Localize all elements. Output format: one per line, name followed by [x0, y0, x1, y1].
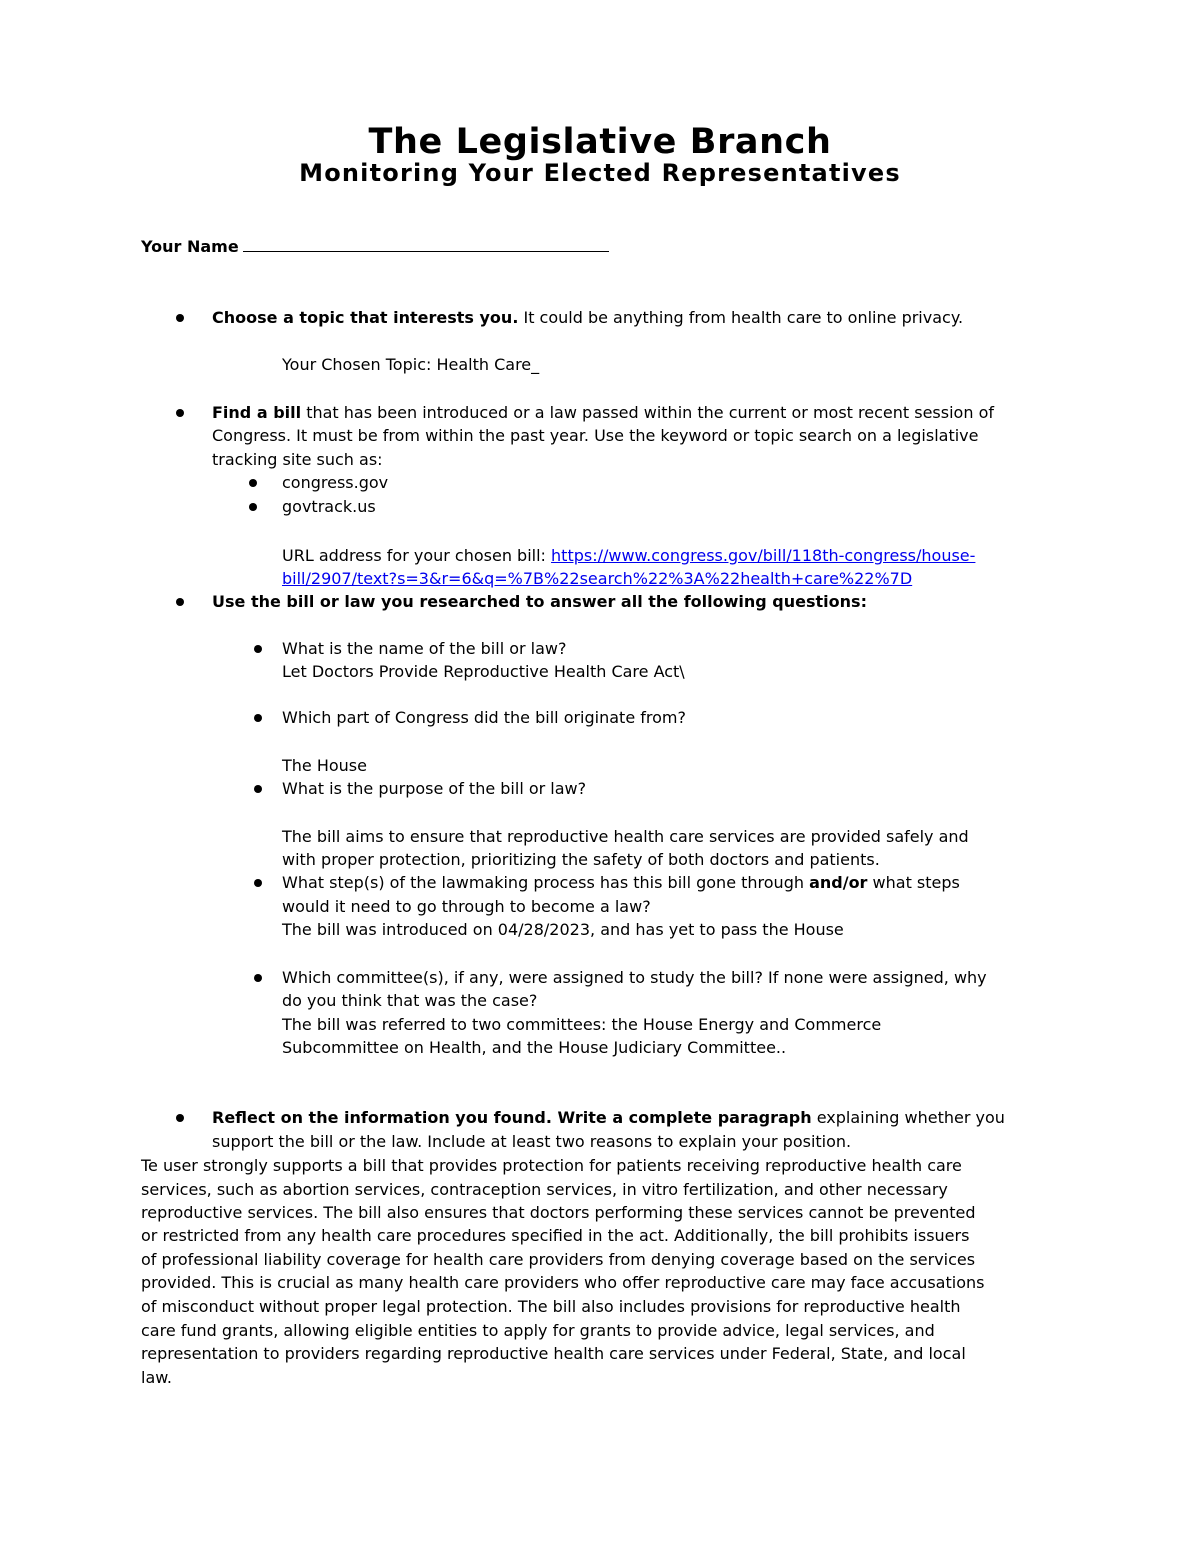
bill-url-link-continued[interactable]: bill/2907/text?s=3&r=6&q=%7B%22search%22%3A%22health+care%22%7D [282, 569, 913, 588]
question-2: Which part of Congress did the bill originate from? [282, 708, 686, 727]
step2-line2: Congress. It must be from within the past year. Use the keyword or topic search on a legislative [212, 426, 979, 445]
bullet-icon [254, 785, 262, 793]
bullet-icon [254, 879, 262, 887]
bullet-icon [249, 503, 257, 511]
answer-3-line1: The bill aims to ensure that reproductive health care services are provided safely and [282, 827, 969, 846]
step1-rest: It could be anything from health care to online privacy. [518, 308, 964, 327]
name-label: Your Name [141, 237, 239, 256]
paragraph-line: services, such as abortion services, contraception services, in vitro fertilization, and other necessary [141, 1180, 948, 1199]
bill-url-link[interactable]: https://www.congress.gov/bill/118th-congress/house- [551, 546, 976, 565]
paragraph-line: provided. This is crucial as many health care providers who offer reproductive care may face accusations [141, 1273, 985, 1292]
question-5-line2: do you think that was the case? [282, 991, 538, 1010]
step2-line1 [212, 401, 994, 425]
url-line1 [282, 544, 975, 568]
step2-line3: tracking site such as: [212, 450, 383, 469]
name-field[interactable] [141, 235, 609, 259]
question-4-line2: would it need to go through to become a law? [282, 897, 651, 916]
step2-line1-rest: that has been introduced or a law passed within the current or most recent session of [301, 403, 994, 422]
answer-2: The House [282, 756, 367, 775]
paragraph-line: of professional liability coverage for health care providers from denying coverage based on the services [141, 1250, 976, 1269]
step3-heading: Use the bill or law you researched to answer all the following questions: [212, 592, 867, 611]
question-5-line1: Which committee(s), if any, were assigned to study the bill? If none were assigned, why [282, 968, 987, 987]
site-item: congress.gov [282, 473, 389, 492]
step1-bold: Choose a topic that interests you. [212, 308, 519, 327]
step1-instruction [212, 306, 963, 330]
paragraph-line: law. [141, 1368, 172, 1387]
answer-4: The bill was introduced on 04/28/2023, and has yet to pass the House [282, 920, 844, 939]
paragraph-line: representation to providers regarding reproductive health care services under Federal, State, and local [141, 1344, 966, 1363]
paragraph-line: Te user strongly supports a bill that provides protection for patients receiving reproductive health care [141, 1156, 962, 1175]
paragraph-line: reproductive services. The bill also ensures that doctors performing these services cannot be prevented [141, 1203, 976, 1222]
bullet-icon [176, 314, 184, 322]
bullet-icon [176, 1114, 184, 1122]
and-or-bold: and/or [809, 873, 868, 892]
paragraph-line: or restricted from any health care procedures specified in the act. Additionally, the bill prohibits issuers [141, 1226, 970, 1245]
question-4-line1: What step(s) of the lawmaking process has this bill gone through and/or what steps [282, 873, 960, 892]
bullet-icon [249, 479, 257, 487]
step4-line1: Reflect on the information you found. Write a complete paragraph explaining whether you [212, 1108, 1005, 1127]
bullet-icon [176, 598, 184, 606]
paragraph-line: care fund grants, allowing eligible entities to apply for grants to provide advice, legal services, and [141, 1321, 935, 1340]
url-line2 [282, 567, 912, 591]
document-subtitle: Monitoring Your Elected Representatives [299, 159, 901, 187]
answer-3-line2: with proper protection, prioritizing the safety of both doctors and patients. [282, 850, 880, 869]
step4-line2: support the bill or the law. Include at least two reasons to explain your position. [212, 1132, 852, 1151]
answer-5-line1: The bill was referred to two committees: the House Energy and Commerce [282, 1015, 882, 1034]
bullet-icon [254, 974, 262, 982]
bullet-icon [254, 714, 262, 722]
chosen-topic: Your Chosen Topic: Health Care_ [282, 355, 540, 374]
question-1: What is the name of the bill or law? [282, 639, 567, 658]
bullet-icon [176, 409, 184, 417]
site-item: govtrack.us [282, 497, 376, 516]
answer-1: Let Doctors Provide Reproductive Health Care Act\ [282, 662, 685, 681]
answer-5-line2: Subcommittee on Health, and the House Judiciary Committee.. [282, 1038, 787, 1057]
document-title: The Legislative Branch [368, 122, 832, 162]
question-3: What is the purpose of the bill or law? [282, 779, 587, 798]
url-label: URL address for your chosen bill: [282, 546, 552, 565]
name-blank[interactable] [243, 235, 609, 252]
paragraph-line: of misconduct without proper legal protection. The bill also includes provisions for reproductive health [141, 1297, 961, 1316]
step2-bold: Find a bill [212, 403, 302, 422]
bullet-icon [254, 645, 262, 653]
